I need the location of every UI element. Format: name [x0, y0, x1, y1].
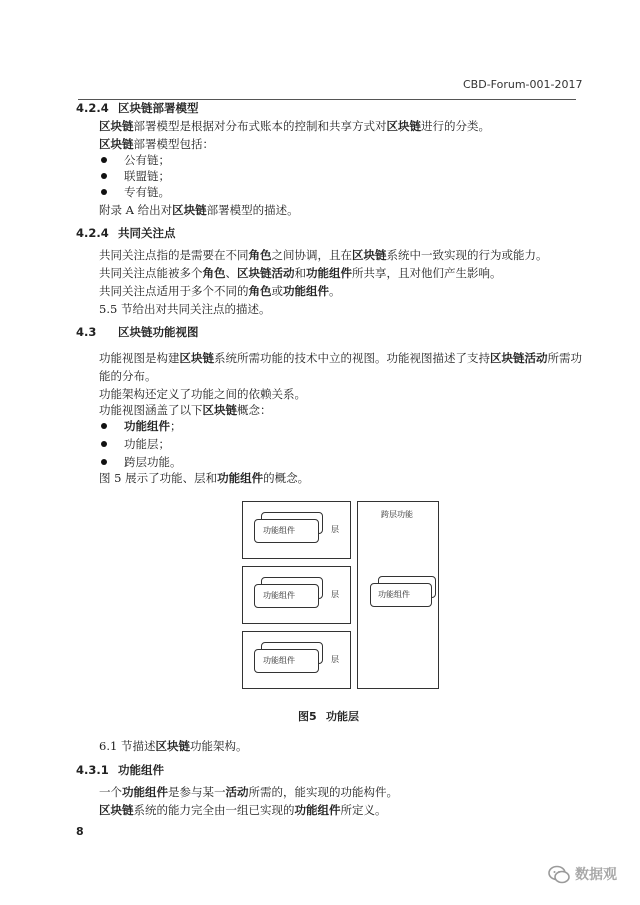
chat-bubble-icon	[547, 864, 571, 886]
layer-box	[242, 566, 351, 624]
heading-424b-title: 共同关注点	[118, 226, 176, 240]
para-43-2: 功能架构还定义了功能之间的依赖关系。	[99, 387, 306, 401]
layer-label: 层	[331, 590, 339, 599]
component-label: 功能组件	[263, 526, 295, 535]
para-424-2: 区块链部署模型包括：	[99, 137, 214, 151]
para-424b-2: 共同关注点能被多个角色、区块链活动和功能组件所共享，且对他们产生影响。	[99, 266, 502, 280]
doc-id: CBD-Forum-001-2017	[463, 78, 583, 91]
bullet-icon	[101, 173, 107, 179]
para-431-1: 一个功能组件是参与某一活动所需的，能实现的功能构件。	[99, 785, 398, 799]
bullet-icon	[101, 423, 107, 429]
para-424b-1: 共同关注点指的是需要在不同角色之间协调，且在区块链系统中一致实现的行为或能力。	[99, 248, 548, 262]
heading-424-title: 区块链部署模型	[118, 101, 199, 115]
figure-caption-text: 功能层	[326, 710, 359, 723]
component-label: 功能组件	[378, 590, 410, 599]
para-43-3: 功能视图涵盖了以下区块链概念：	[99, 403, 272, 417]
layer-box	[242, 631, 351, 689]
para-424b-4: 5.5 节给出对共同关注点的描述。	[99, 302, 271, 316]
list-item: 专有链。	[124, 185, 170, 199]
para-43-1: 功能视图是构建区块链系统所需功能的技术中立的视图。功能视图描述了支持区块链活动所需功	[99, 351, 582, 365]
para-after-figure: 6.1 节描述区块链功能架构。	[99, 739, 248, 753]
para-43-1b: 能的分布。	[99, 369, 157, 383]
layer-label: 层	[331, 525, 339, 534]
para-424-1: 区块链部署模型是根据对分布式账本的控制和共享方式对区块链进行的分类。	[99, 119, 490, 133]
heading-424b-num: 4.2.4	[76, 226, 109, 240]
bullet-icon	[101, 189, 107, 195]
watermark	[547, 862, 631, 888]
cross-layer-box	[357, 501, 439, 689]
component-card	[254, 519, 319, 543]
para-424-3: 附录 A 给出对区块链部署模型的描述。	[99, 203, 299, 217]
component-label: 功能组件	[263, 656, 295, 665]
list-item: 功能层；	[124, 437, 170, 451]
heading-43-num: 4.3	[76, 325, 97, 339]
bullet-icon	[101, 459, 107, 465]
bullet-icon	[101, 157, 107, 163]
figure-caption-num: 图5	[298, 710, 317, 723]
header-rule	[78, 99, 576, 100]
heading-431-num: 4.3.1	[76, 763, 109, 777]
list-item: 功能组件；	[124, 419, 182, 433]
watermark-text: 数据观	[575, 867, 617, 883]
para-424b-3: 共同关注点适用于多个不同的角色或功能组件。	[99, 284, 341, 298]
heading-431-title: 功能组件	[118, 763, 164, 777]
layer-box	[242, 501, 351, 559]
para-43-4: 图 5 展示了功能、层和功能组件的概念。	[99, 471, 310, 485]
component-card	[254, 649, 319, 673]
heading-43-title: 区块链功能视图	[118, 325, 199, 339]
page-number: 8	[76, 825, 84, 838]
component-card	[254, 584, 319, 608]
list-item: 联盟链；	[124, 169, 170, 183]
component-card	[370, 583, 432, 607]
bullet-icon	[101, 441, 107, 447]
list-item: 跨层功能。	[124, 455, 182, 469]
list-item: 公有链；	[124, 153, 170, 167]
component-label: 功能组件	[263, 591, 295, 600]
heading-424-num: 4.2.4	[76, 101, 109, 115]
cross-layer-label: 跨层功能	[381, 510, 413, 519]
layer-label: 层	[331, 655, 339, 664]
para-431-2: 区块链系统的能力完全由一组已实现的功能组件所定义。	[99, 803, 387, 817]
